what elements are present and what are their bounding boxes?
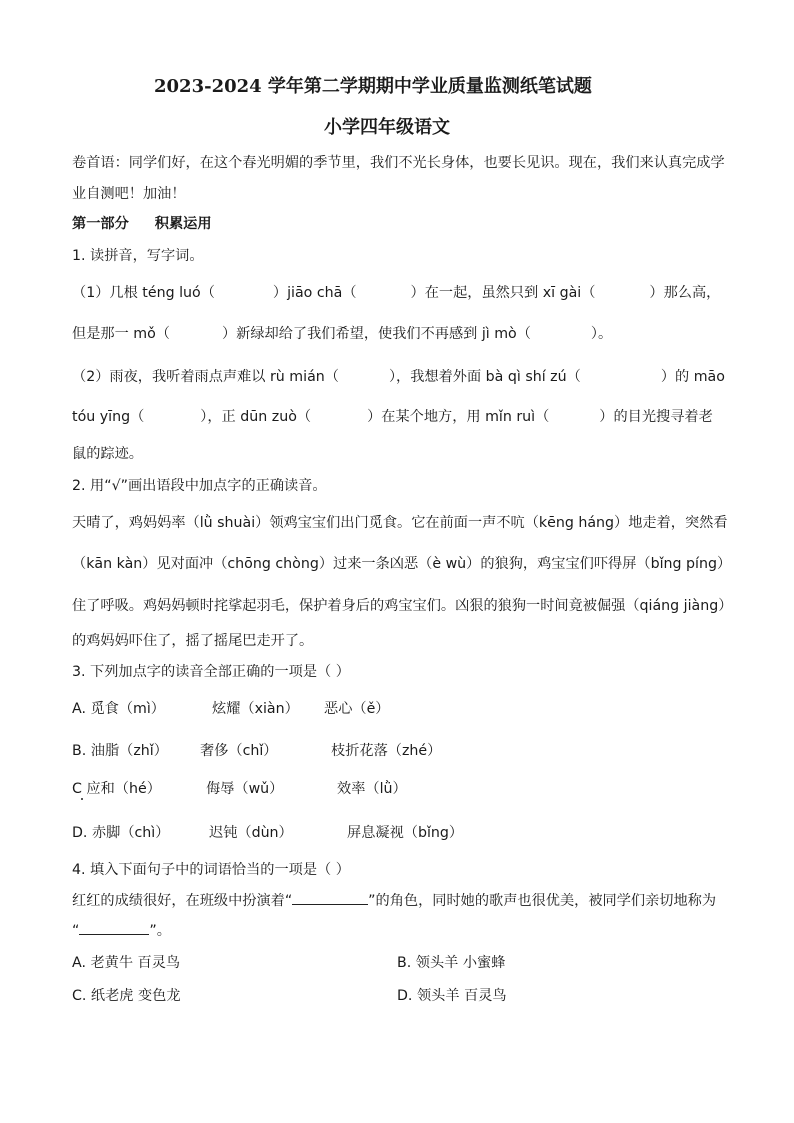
q3-stem: 3. 下列加点字的读音全部正确的一项是（ ） bbox=[72, 664, 350, 680]
q2-stem: 2. 用“√”画出语段中加点字的正确读音。 bbox=[72, 478, 327, 494]
q3-option-a-3: 恶心（ě） bbox=[324, 701, 390, 717]
q4-option-b: B. 领头羊 小蜜蜂 bbox=[397, 955, 506, 971]
q4-stem: 4. 填入下面句子中的词语恰当的一项是（ ） bbox=[72, 862, 350, 878]
q1-stem: 1. 读拼音，写字词。 bbox=[72, 248, 204, 264]
q3-option-c-1: C 应和（hé） bbox=[72, 781, 161, 797]
q2-line-1: 天晴了，鸡妈妈率（lǜ shuài）领鸡宝宝们出门觅食。它在前面一声不吭（kēng háng）地走着，突然看 bbox=[72, 515, 728, 531]
q4-sentence-line-1: 红红的成绩很好，在班级中扮演着“ ”的角色，同时她的歌声也很优美，被同学们亲切地称为 bbox=[72, 893, 717, 909]
q3-option-a-1: A. 觅食（mì） bbox=[72, 701, 165, 717]
q4-sentence-line-2: “ ”。 bbox=[72, 923, 171, 939]
q3-option-b-1: B. 油脂（zhǐ） bbox=[72, 743, 168, 759]
q3-option-c-3: 效率（lǜ） bbox=[337, 781, 407, 797]
exam-title: 2023-2024 学年第二学期期中学业质量监测纸笔试题 bbox=[154, 76, 592, 97]
q3-option-d-3: 屏息凝视（bǐng） bbox=[347, 825, 464, 841]
q3-option-c-2: 侮辱（wǔ） bbox=[206, 781, 284, 797]
q1-line-5: 鼠的踪迹。 bbox=[72, 446, 143, 462]
answer-blank-2[interactable] bbox=[79, 922, 149, 935]
q2-line-2: （kān kàn）见对面冲（chōng chòng）过来一条凶恶（è wù）的狼狗，鸡宝宝们吓得屏（bǐng píng） bbox=[72, 556, 732, 572]
q2-line-3: 住了呼吸。鸡妈妈顿时挓挲起羽毛，保护着身后的鸡宝宝们。凶狠的狼狗一时间竟被倔强（qiáng jiàng） bbox=[72, 598, 733, 614]
q3-option-a-2: 炫耀（xiàn） bbox=[212, 701, 299, 717]
exam-subtitle: 小学四年级语文 bbox=[324, 117, 450, 138]
q3-option-b-3: 枝折花落（zhé） bbox=[331, 743, 442, 759]
section-heading bbox=[72, 213, 212, 233]
q1-line-3: （2）雨夜，我听着雨点声难以 rù mián（ ），我想着外面 bà qì shí zú（ ）的 māo bbox=[72, 369, 725, 385]
q1-line-1: （1）几根 téng luó（ ）jiāo chā（ ）在一起，虽然只到 xī gài（ ）那么高， bbox=[72, 285, 721, 301]
option-c-dot bbox=[81, 798, 83, 800]
q3-option-b-2: 奢侈（chǐ） bbox=[200, 743, 278, 759]
q4-option-a: A. 老黄牛 百灵鸟 bbox=[72, 955, 181, 971]
section-name: 积累运用 bbox=[154, 216, 212, 232]
section-part: 第一部分 bbox=[72, 216, 129, 232]
answer-blank-1[interactable] bbox=[292, 892, 368, 905]
q4-option-c: C. 纸老虎 变色龙 bbox=[72, 988, 181, 1004]
intro-line-1: 卷首语：同学们好，在这个春光明媚的季节里，我们不光长身体，也要长见识。现在，我们来认真完成学 bbox=[72, 155, 725, 171]
intro-line-2: 业自测吧！加油！ bbox=[72, 186, 186, 202]
q1-line-2: 但是那一 mǒ（ ）新绿却给了我们希望，使我们不再感到 jì mò（ ）。 bbox=[72, 326, 613, 342]
q1-line-4: tóu yīng（ ），正 dūn zuò（ ）在某个地方，用 mǐn ruì（ ）的目光搜寻着老 bbox=[72, 409, 713, 425]
q3-option-d-2: 迟钝（dùn） bbox=[209, 825, 293, 841]
q4-option-d: D. 领头羊 百灵鸟 bbox=[397, 988, 507, 1004]
q3-option-d-1: D. 赤脚（chì） bbox=[72, 825, 170, 841]
q2-line-4: 的鸡妈妈吓住了，摇了摇尾巴走开了。 bbox=[72, 633, 314, 649]
